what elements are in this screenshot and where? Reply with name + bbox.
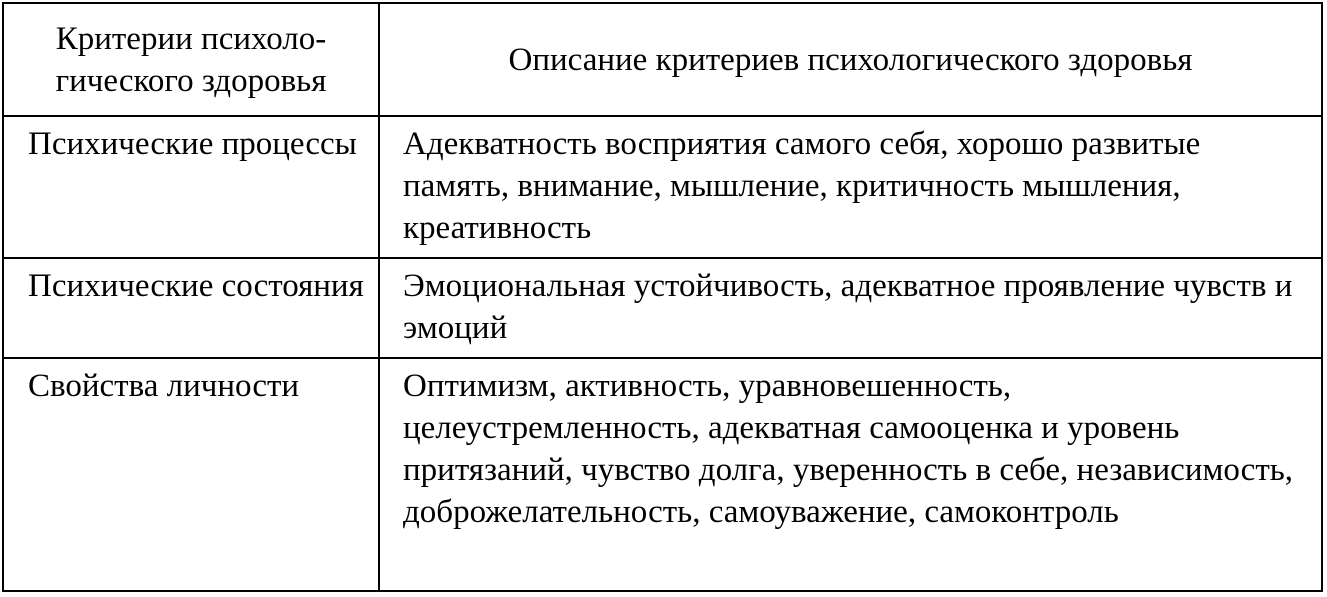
table-header-row <box>3 3 1322 116</box>
description-text: Эмоциональная устойчивость, адекватное проявление чувств и эмоций <box>403 268 1293 346</box>
criterion-label: Психические процессы <box>28 126 357 162</box>
header-criteria <box>3 3 379 116</box>
criterion-cell <box>3 358 379 591</box>
criterion-cell <box>3 116 379 258</box>
description-cell <box>379 116 1322 258</box>
header-description <box>379 3 1322 116</box>
description-text: Оптимизм, активность, уравновешенность, целеустремленность, адекватная самооценка и уровень притязаний, чувство долга, уверенность в себе, независимость, доброжелательность, самоуважение, самоконтроль <box>403 368 1294 530</box>
criterion-label: Свойства личности <box>28 368 300 404</box>
criterion-cell <box>3 258 379 358</box>
criterion-label: Психические состояния <box>28 268 364 304</box>
table-row <box>3 116 1322 258</box>
table-row <box>3 258 1322 358</box>
header-criteria-label: Критерии психоло-гического здоровья <box>55 20 327 99</box>
criteria-table <box>2 2 1323 592</box>
description-text: Адекватность восприятия самого себя, хорошо развитые память, внимание, мышление, критичность мышления, креативность <box>403 126 1201 246</box>
description-cell <box>379 358 1322 591</box>
description-cell <box>379 258 1322 358</box>
table-row <box>3 358 1322 591</box>
header-description-label: Описание критериев психологического здоровья <box>508 41 1193 78</box>
